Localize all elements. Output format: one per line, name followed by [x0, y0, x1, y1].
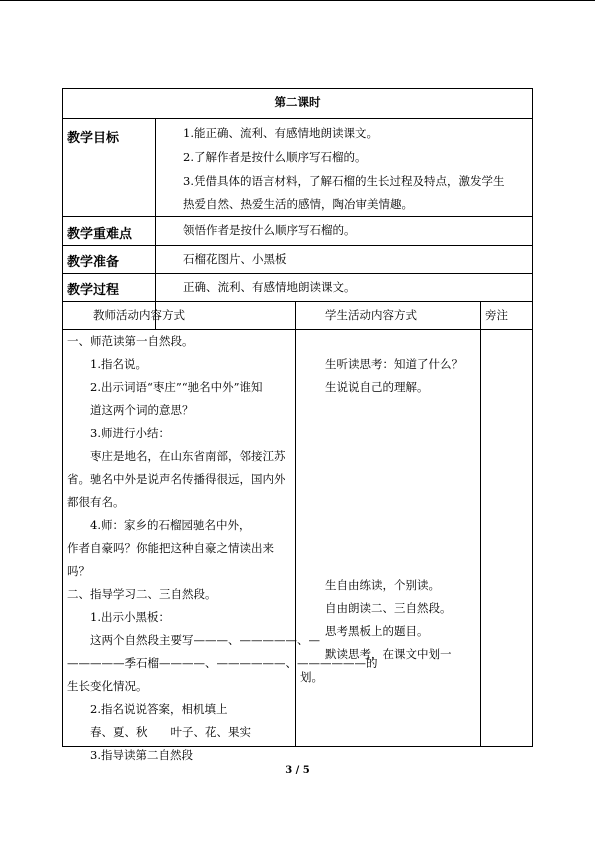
teacher-activity-line: —————季石榴————、——————、——————的 [67, 656, 378, 670]
teacher-activity-line: 枣庄是地名，在山东省南部，邻接江苏 [67, 449, 286, 463]
student-activity-line: 思考黑板上的题目。 [325, 624, 429, 638]
teacher-activity-line: 3.指导读第二自然段 [67, 748, 193, 762]
teacher-activity-line: 1.指名说。 [67, 357, 147, 371]
student-activity-line: 划。 [300, 670, 323, 684]
goal-line: 3.凭借具体的语言材料，了解石榴的生长过程及特点，激发学生 [183, 174, 505, 188]
teacher-activity-line: 这两个自然段主要写———、—————、— [67, 633, 320, 647]
notes-column-header: 旁注 [485, 308, 508, 322]
student-activity-line: 生说说自己的理解。 [325, 380, 429, 394]
goal-line: 热爱自然、热爱生活的感情，陶冶审美情趣。 [183, 197, 413, 211]
row-divider [63, 118, 532, 119]
teacher-activity-line: 作者自豪吗？你能把这种自豪之情读出来 [67, 541, 274, 555]
label-column-divider [155, 118, 156, 330]
student-column-header: 学生活动内容方式 [325, 308, 417, 322]
teacher-activity-line: 1.出示小黑板： [67, 610, 170, 624]
teacher-activity-line: 4.师：家乡的石榴园驰名中外， [67, 518, 251, 532]
teacher-activity-line: 道这两个词的意思？ [67, 403, 194, 417]
student-activity-line: 生自由练读，个别读。 [325, 578, 440, 592]
teacher-activity-line: 都很有名。 [67, 495, 125, 509]
goals-label: 教学目标 [67, 131, 120, 146]
teacher-column-header: 教师活动内容方式 [93, 308, 185, 322]
page-number: 3 / 5 [285, 765, 310, 776]
teacher-activity-line: 省。驰名中外是说声名传播得很远，国内外 [67, 472, 286, 486]
difficulty-text: 领悟作者是按什么顺序写石榴的。 [183, 223, 356, 237]
teacher-activity-line: 2.指名说说答案，相机填上 [67, 702, 228, 716]
row-divider [63, 216, 532, 217]
teacher-activity-line: 生长变化情况。 [67, 679, 148, 693]
prep-label: 教学准备 [67, 255, 120, 270]
student-column-divider [480, 301, 481, 747]
teacher-activity-line: 二、指导学习二、三自然段。 [67, 587, 217, 601]
goal-line: 1.能正确、流利、有感情地朗读课文。 [183, 126, 378, 140]
teacher-activity-line: 吗？ [67, 564, 90, 578]
row-divider [63, 273, 532, 274]
row-divider [63, 245, 532, 246]
student-activity-line: 默读思考，在课文中划一 [325, 647, 452, 661]
lesson-plan-table [62, 88, 533, 762]
process-text: 正确、流利、有感情地朗读课文。 [183, 280, 356, 294]
page-top-rule [0, 0, 595, 1]
prep-text: 石榴花图片、小黑板 [183, 252, 287, 266]
teacher-activity-line: 一、师范读第一自然段。 [67, 334, 194, 348]
difficulty-label: 教学重难点 [67, 227, 133, 242]
process-label: 教学过程 [67, 283, 120, 298]
teacher-column-divider [295, 301, 296, 747]
student-activity-line: 生听读思考：知道了什么？ [325, 357, 463, 371]
teacher-activity-line: 3.师进行小结： [67, 426, 170, 440]
student-activity-line: 自由朗读二、三自然段。 [325, 601, 452, 615]
goal-line: 2.了解作者是按什么顺序写石榴的。 [183, 150, 367, 164]
teacher-activity-line: 春、夏、秋 叶子、花、果实 [67, 725, 251, 739]
teacher-activity-line: 2.出示词语“枣庄”“驰名中外”谁知 [67, 380, 263, 394]
lesson-title: 第二课时 [274, 95, 321, 109]
row-divider [63, 301, 532, 302]
